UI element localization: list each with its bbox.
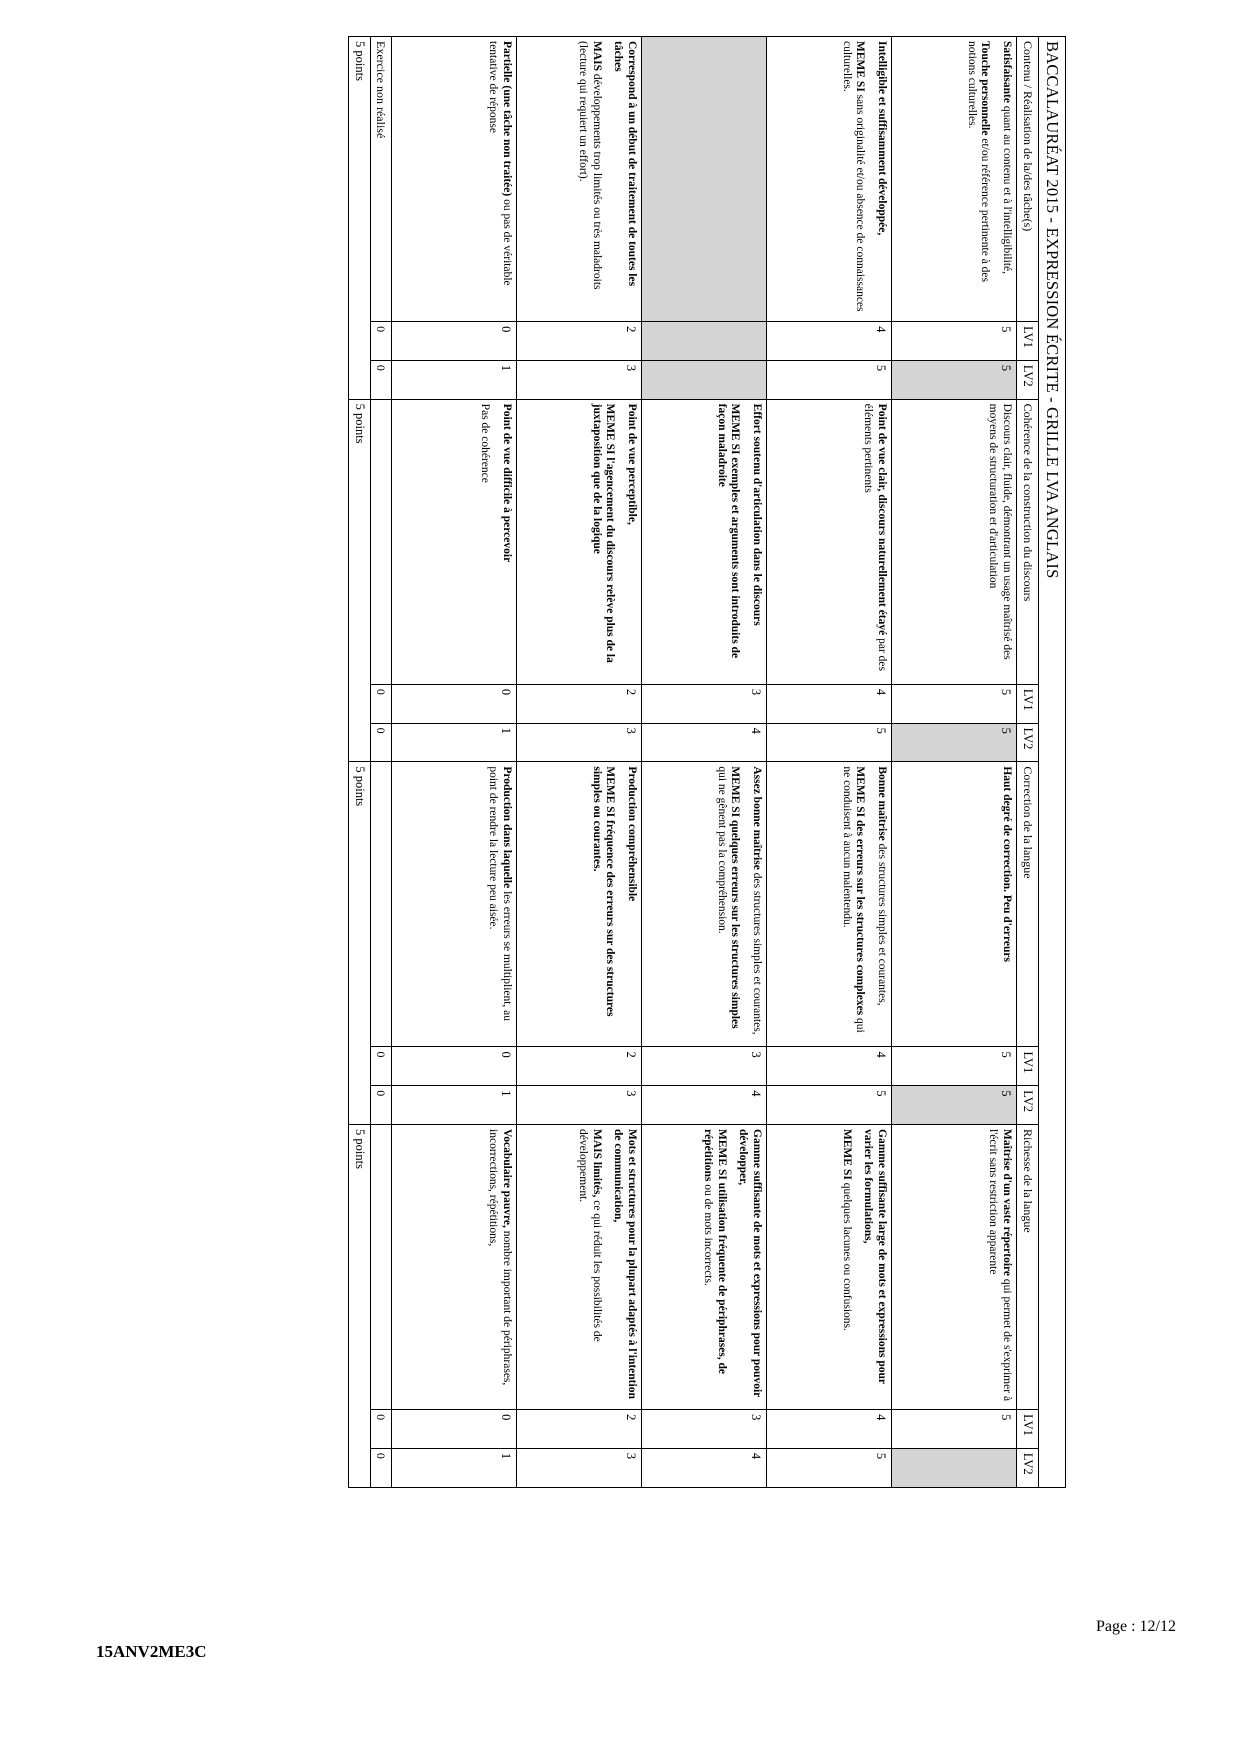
- cell-richesse-descriptor: Maîtrise d'un vaste répertoire qui permet de s'exprimer à l'écrit sans restriction apparente: [892, 1125, 1017, 1410]
- criteria-row: [517, 37, 642, 1488]
- score-coherence-lv2: 5: [892, 723, 1017, 762]
- enr-correction-cell: [370, 762, 391, 1047]
- grille-rotated-wrapper: [96, 36, 1066, 1488]
- document-title: BACCALAURÉAT 2015 - EXPRESSION ÉCRITE - GRILLE LVA ANGLAIS: [1039, 37, 1066, 1488]
- score-correction-lv1: 3: [642, 1047, 767, 1086]
- enr-coherence-lv2: 0: [370, 723, 391, 762]
- header-richesse: Richesse de la langue: [1017, 1125, 1039, 1410]
- enr-richesse-lv2: 0: [370, 1448, 391, 1487]
- cell-correction-descriptor: Production compréhensible MEME SI fréquence des erreurs sur des structures simples ou courantes.: [517, 762, 642, 1047]
- score-correction-lv2: 3: [517, 1086, 642, 1125]
- enr-correction-lv1: 0: [370, 1047, 391, 1086]
- header-contenu: Contenu / Réalisation de la/des tâche(s): [1017, 37, 1039, 322]
- title-row: [1039, 37, 1066, 1488]
- score-correction-lv1: 5: [892, 1047, 1017, 1086]
- row-points: [348, 37, 370, 1488]
- enr-richesse-lv1: 0: [370, 1410, 391, 1449]
- cell-coherence-descriptor: Point de vue clair, discours naturellement étayé par des éléments pertinents: [767, 399, 892, 684]
- score-contenu-lv1: 0: [392, 322, 517, 361]
- score-richesse-lv2: 5: [767, 1448, 892, 1487]
- points-contenu: 5 points: [348, 37, 370, 400]
- criteria-rows: [392, 37, 1017, 1488]
- header-coherence: Cohérence de la construction du discours: [1017, 399, 1039, 684]
- score-richesse-lv1: 0: [392, 1410, 517, 1449]
- header-richesse-lv2: LV2: [1017, 1448, 1039, 1487]
- score-richesse-lv1: 3: [642, 1410, 767, 1449]
- score-contenu-lv2: 3: [517, 360, 642, 399]
- score-correction-lv1: 2: [517, 1047, 642, 1086]
- score-correction-lv2: 5: [892, 1086, 1017, 1125]
- score-contenu-lv2: 1: [392, 360, 517, 399]
- cell-richesse-descriptor: Mots et structures pour la plupart adaptés à l'intention de communication, MAIS limités, ce qui réduit les possibilités de développement.: [517, 1125, 642, 1410]
- score-contenu-lv1: 2: [517, 322, 642, 361]
- criteria-row: [767, 37, 892, 1488]
- enr-contenu-lv2: 0: [370, 360, 391, 399]
- header-correction-lv2: LV2: [1017, 1086, 1039, 1125]
- cell-coherence-descriptor: Point de vue perceptible, MEME SI l'agencement du discours relève plus de la juxtaposition que de la logique: [517, 399, 642, 684]
- cell-correction-descriptor: Production dans laquelle les erreurs se multiplient, au point de rendre la lecture peu aisée.: [392, 762, 517, 1047]
- score-richesse-lv2: 1: [392, 1448, 517, 1487]
- score-coherence-lv2: 4: [642, 723, 767, 762]
- cell-correction-descriptor: Assez bonne maîtrise des structures simples et courantes, MEME SI quelques erreurs sur les structures simples qui ne gênent pas la compréhension.: [642, 762, 767, 1047]
- score-coherence-lv2: 1: [392, 723, 517, 762]
- score-contenu-lv2: 5: [767, 360, 892, 399]
- score-richesse-lv1: 4: [767, 1410, 892, 1449]
- score-contenu-lv2: 5: [892, 360, 1017, 399]
- row-exercice-non-realise: [370, 37, 391, 1488]
- cell-richesse-descriptor: Vocabulaire pauvre, nombre important de périphrases, incorrections, répétitions,: [392, 1125, 517, 1410]
- header-coherence-lv1: LV1: [1017, 684, 1039, 723]
- score-richesse-lv1: 2: [517, 1410, 642, 1449]
- enr-coherence-cell: [370, 399, 391, 684]
- score-richesse-lv2: [892, 1448, 1017, 1487]
- cell-correction-descriptor: Haut degré de correction. Peu d'erreurs: [892, 762, 1017, 1047]
- cell-coherence-descriptor: Point de vue difficile à percevoir Pas de cohérence: [392, 399, 517, 684]
- points-correction: 5 points: [348, 762, 370, 1125]
- score-coherence-lv1: 3: [642, 684, 767, 723]
- page-number: Page : 12/12: [1096, 1618, 1176, 1635]
- score-coherence-lv2: 5: [767, 723, 892, 762]
- score-contenu-lv2: [642, 360, 767, 399]
- header-contenu-lv1: LV1: [1017, 322, 1039, 361]
- score-correction-lv2: 4: [642, 1086, 767, 1125]
- header-coherence-lv2: LV2: [1017, 723, 1039, 762]
- header-correction-lv1: LV1: [1017, 1047, 1039, 1086]
- score-correction-lv1: 0: [392, 1047, 517, 1086]
- score-richesse-lv2: 4: [642, 1448, 767, 1487]
- header-richesse-lv1: LV1: [1017, 1410, 1039, 1449]
- cell-coherence-descriptor: Effort soutenu d'articulation dans le discours MEME SI exemples et arguments sont introduits de façon maladroite: [642, 399, 767, 684]
- score-contenu-lv1: 4: [767, 322, 892, 361]
- score-coherence-lv1: 5: [892, 684, 1017, 723]
- cell-coherence-descriptor: Discours clair, fluide, démontrant un usage maîtrisé des moyens de structuration et d'articulation: [892, 399, 1017, 684]
- enr-contenu-lv1: 0: [370, 322, 391, 361]
- score-coherence-lv1: 2: [517, 684, 642, 723]
- score-richesse-lv2: 3: [517, 1448, 642, 1487]
- cell-correction-descriptor: Bonne maîtrise des structures simples et courantes, MEME SI des erreurs sur les structures complexes qui ne conduisent à aucun malentendu.: [767, 762, 892, 1047]
- enr-coherence-lv1: 0: [370, 684, 391, 723]
- cell-contenu-descriptor: [642, 37, 767, 322]
- cell-contenu-descriptor: Intelligible et suffisamment développée, MEME SI sans originalité et/ou absence de connaissances culturelles.: [767, 37, 892, 322]
- cell-contenu-descriptor: Satisfaisante quant au contenu et à l'intelligibilité, Touche personnelle et/ou référence pertinente à des notions culturelles.: [892, 37, 1017, 322]
- cell-contenu-descriptor: Correspond à un début de traitement de toutes les tâches MAIS développements trop limités ou très maladroits (lecture qui requiert un effort).: [517, 37, 642, 322]
- score-richesse-lv1: 5: [892, 1410, 1017, 1449]
- enr-correction-lv2: 0: [370, 1086, 391, 1125]
- enr-richesse-cell: [370, 1125, 391, 1410]
- points-coherence: 5 points: [348, 399, 370, 762]
- score-correction-lv2: 1: [392, 1086, 517, 1125]
- header-correction: Correction de la langue: [1017, 762, 1039, 1047]
- exercice-non-realise-label: Exercice non réalisé: [370, 37, 391, 322]
- score-coherence-lv2: 3: [517, 723, 642, 762]
- cell-richesse-descriptor: Gamme suffisante de mots et expressions pour pouvoir développer, MEME SI utilisation fréquente de périphrases, de répétitions ou de mots incorrects.: [642, 1125, 767, 1410]
- subject-code: 15ANV2ME3C: [96, 1642, 207, 1661]
- points-richesse: 5 points: [348, 1125, 370, 1488]
- cell-richesse-descriptor: Gamme suffisante large de mots et expressions pour varier les formulations, MEME SI quelques lacunes ou confusions.: [767, 1125, 892, 1410]
- criteria-row: [892, 37, 1017, 1488]
- header-row: [1017, 37, 1039, 1488]
- score-contenu-lv1: [642, 322, 767, 361]
- score-contenu-lv1: 5: [892, 322, 1017, 361]
- score-coherence-lv1: 4: [767, 684, 892, 723]
- score-correction-lv2: 5: [767, 1086, 892, 1125]
- criteria-row: [642, 37, 767, 1488]
- score-coherence-lv1: 0: [392, 684, 517, 723]
- cell-contenu-descriptor: Partielle (une tâche non traitée) ou pas de véritable tentative de réponse: [392, 37, 517, 322]
- header-contenu-lv2: LV2: [1017, 360, 1039, 399]
- evaluation-grid-table: [348, 36, 1066, 1488]
- score-correction-lv1: 4: [767, 1047, 892, 1086]
- criteria-row: [392, 37, 517, 1488]
